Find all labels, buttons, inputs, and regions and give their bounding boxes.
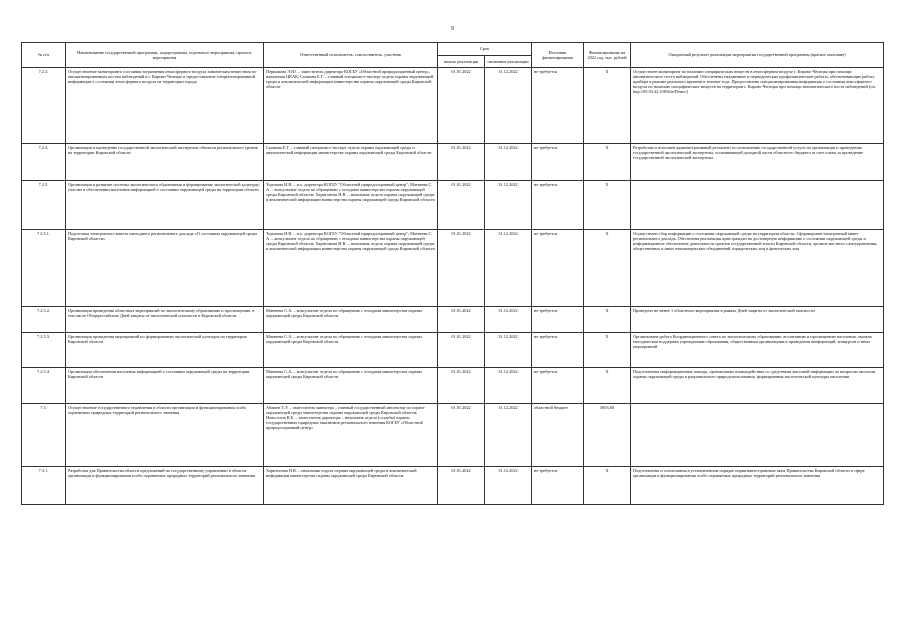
table-row (22, 230, 884, 307)
row-end: 31.12.2022 (485, 404, 532, 467)
row-responsible: Абашев Т.Э. – заместитель министра – главный государственный инспектор по охране окружающей среды министерства охраны окружающей среды Кировской области; Новоселов В.Б. – заместитель директора – начальник отдела (службы) охраны государственных природных заказников регионального значения КОГБУ «Областной природоохранный центр» (264, 404, 438, 467)
row-num: 7.2.5. (22, 181, 66, 230)
row-name: Разработка для Правительства области предложений по государственному управлению в области организации и функционирования особо охраняемых природных территорий регионального значения (66, 467, 264, 505)
table-row (22, 467, 884, 505)
row-name: Организация проведения мероприятий по формированию экологической культуры на территории Кировской области (66, 333, 264, 368)
header-end: окончание реализации (485, 56, 532, 68)
row-end: 31.12.2022 (485, 467, 532, 505)
row-start: 01.01.2022 (438, 181, 485, 230)
row-start: 01.01.2022 (438, 404, 485, 467)
header-num: № п/п (22, 43, 66, 68)
row-financing: Х (584, 230, 631, 307)
row-responsible: Сычкова Е.Г. – главный специалист-эксперт отдела охраны окружающей среды и аналитической информации министерства охраны окружающей среды Кировской области (264, 144, 438, 181)
row-num: 7.2.3. (22, 68, 66, 144)
row-result: Осуществлен сбор информации о состоянии окружающей среды на территории области. Сформирован электронный макет регионального доклада. Обеспечена реализация прав граждан на достоверную информацию о состоянии окружающей среды и информационное обеспечение деятельности органов государственной власти Кировской области, органов местного самоуправления, общественных и иных некоммерческих объединений, юридических лиц и физических лиц (631, 230, 884, 307)
row-end: 31.12.2022 (485, 333, 532, 368)
row-name: Организация обеспечения населения информацией о состоянии окружающей среды на территории Кировской области (66, 368, 264, 404)
row-source: не требуется (532, 333, 584, 368)
row-result: Проведено не менее 1 областного мероприятия в рамках Дней защиты от экологической опасности (631, 307, 884, 333)
row-num: 7.2.5.2. (22, 307, 66, 333)
table-row (22, 68, 884, 144)
row-result: Организована работа Координационного совета по экологическому образованию, воспитанию и просвещению населения, оказана методическая поддержка учреждениям образования, общественным организациям в проведении конференций, конкурсов и иных мероприятий (631, 333, 884, 368)
table-row (22, 181, 884, 230)
table-row (22, 404, 884, 467)
row-name: Организация и проведение государственной экологической экспертизы объектов регионального уровня на территории Кировской области (66, 144, 264, 181)
row-end: 31.12.2022 (485, 368, 532, 404)
row-name: Осуществление государственного управления в области организации и функционирования особо охраняемых природных территорий регионального значения (66, 404, 264, 467)
row-num: 7.2.5.4. (22, 368, 66, 404)
row-start: 01.01.2022 (438, 144, 485, 181)
row-financing: 5003,60 (584, 404, 631, 467)
row-source: не требуется (532, 307, 584, 333)
row-result: Подготовлены и согласованы в установленном порядке нормативно-правовые акты Правительства Кировской области в сфере организации и функционирования особо охраняемых природных территорий регионального значения (631, 467, 884, 505)
table-row (22, 333, 884, 368)
table-row (22, 307, 884, 333)
row-end: 31.12.2022 (485, 307, 532, 333)
page-number: 9 (451, 26, 454, 32)
row-financing: Х (584, 368, 631, 404)
row-start: 01.01.2022 (438, 368, 485, 404)
row-result: Разработан и исполнен административный регламент по исполнению государственной услуги по организации и проведению государственной экологической экспертизы, оплачивающей доходной части областного бюджета за счет платы за проведение государственной экологической экспертизы (631, 144, 884, 181)
row-source: не требуется (532, 230, 584, 307)
row-responsible: Матвеева С.А. – консультант отдела по обращению с отходами министерства охраны окружающей среды Кировской области (264, 307, 438, 333)
row-responsible: Матвеева С.А. – консультант отдела по обращению с отходами министерства охраны окружающей среды Кировской области (264, 368, 438, 404)
row-num: 7.2.5.1. (22, 230, 66, 307)
row-financing: Х (584, 333, 631, 368)
row-start: 01.01.2022 (438, 467, 485, 505)
row-end: 31.12.2022 (485, 68, 532, 144)
row-source: не требуется (532, 467, 584, 505)
row-result: Подготовлены информационные поводы, организовано взаимодействие со средствами массовой информации по вопросам экологии, охраны окружающей среды и рационального природопользования, формирования экологической культуры населения (631, 368, 884, 404)
row-source: не требуется (532, 144, 584, 181)
row-num: 7.3.1. (22, 467, 66, 505)
row-source: не требуется (532, 181, 584, 230)
row-end: 31.12.2022 (485, 230, 532, 307)
row-responsible: Торопова И.В. – и.о. директора КОГБУ "Областной природоохранный центр"; Матвеева С. А. – консультант отдела по обращению с отходами министерства охраны окружающей среды Кировской области; Харитонова Н.В. – начальник отдела охраны окружающей среды и аналитической информации министерства охраны окружающей среды Кировской области (264, 181, 438, 230)
header-result: Ожидаемый результат реализации мероприятия государственной программы (краткое описание) (631, 43, 884, 68)
header-responsible: Ответственный исполнитель, соисполнитель, участник (264, 43, 438, 68)
row-num: 7.2.5.3. (22, 333, 66, 368)
row-source: не требуется (532, 368, 584, 404)
row-financing: Х (584, 68, 631, 144)
row-start: 01.01.2022 (438, 333, 485, 368)
header-name: Наименование государственной программы, подпрограммы, отдельного мероприятия, проекта, мероприятия (66, 43, 264, 68)
header-source: Источник финансирования (532, 43, 584, 68)
row-responsible: Першакова Э.Ю. – заместитель директора КОГБУ «Областной природоохранный центр», начальник ЦКАК; Сычкова Е.Г. – главный специалист-эксперт отдела охраны окружающей среды и аналитической информации министерства охраны окружающей среды Кировской области (264, 68, 438, 144)
row-financing: Х (584, 307, 631, 333)
header-term: Срок (438, 43, 532, 56)
header-start: начало реализации (438, 56, 485, 68)
program-table (21, 42, 884, 505)
row-financing: Х (584, 144, 631, 181)
row-name: Организация проведения областных мероприятий по экологическому образованию и просвещению, в том числе Общероссийских Дней защиты от экологической опасности в Кировской области (66, 307, 264, 333)
row-end: 31.12.2022 (485, 181, 532, 230)
row-result (631, 181, 884, 230)
row-start: 01.01.2022 (438, 68, 485, 144)
row-name: Подготовка электронного макета ежегодного регионального доклада «О состоянии окружающей среды Кировской области» (66, 230, 264, 307)
table-row (22, 144, 884, 181)
row-responsible: Харитонова Н.В. – начальник отдела охраны окружающей среды и аналитической информации министерства охраны окружающей среды Кировской области (264, 467, 438, 505)
row-responsible: Матвеева С.А. – консультант отдела по обращению с отходами министерства охраны окружающей среды Кировской области (264, 333, 438, 368)
header-financing: Финансирование на 2022 год, тыс. рублей (584, 43, 631, 68)
row-source: не требуется (532, 68, 584, 144)
row-name: Организация и развитие системы экологического образования и формирование экологической культуры; участие в обеспечении населения информацией о состоянии окружающей среды на территории области (66, 181, 264, 230)
row-name: Осуществление мониторинга состояния загрязнения атмосферного воздуха химическим веществом по автоматизированным постам наблюдений в г. Кирово-Чепецке и предоставление специализированной информации о состоянии атмосферного воздуха на территории города (66, 68, 264, 144)
row-num: 7.2.4. (22, 144, 66, 181)
row-result: Осуществлен мониторинг по наличию специфических веществ в атмосферном воздухе г. Кирово-Чепецка при помощи автоматического поста наблюдений. Обеспечены ежедневные и периодические профилактические работы, обеспечивающие работу прибора в режиме реального времени в течение года. Предоставлена специализированная информация о состоянии атмосферного воздуха по наличию специфических веществ на территории г. Кирово-Чепецка при помощи автоматического поста наблюдений (см. http://85.93.42.108/Site/Demo/) (631, 68, 884, 144)
row-end: 31.12.2022 (485, 144, 532, 181)
row-start: 01.01.2022 (438, 230, 485, 307)
row-responsible: Торопова И.В. – и.о. директора КОГБУ "Областной природоохранный центр"; Матвеева С. А. – консультант отдела по обращению с отходами министерства охраны окружающей среды Кировской области; Харитонова Н.В. – начальник отдела охраны окружающей среды и аналитической информации министерства охраны окружающей среды Кировской области (264, 230, 438, 307)
table-row (22, 368, 884, 404)
row-result (631, 404, 884, 467)
row-financing: Х (584, 181, 631, 230)
row-source: областной бюджет (532, 404, 584, 467)
row-financing: Х (584, 467, 631, 505)
row-num: 7.3. (22, 404, 66, 467)
row-start: 01.01.2022 (438, 307, 485, 333)
